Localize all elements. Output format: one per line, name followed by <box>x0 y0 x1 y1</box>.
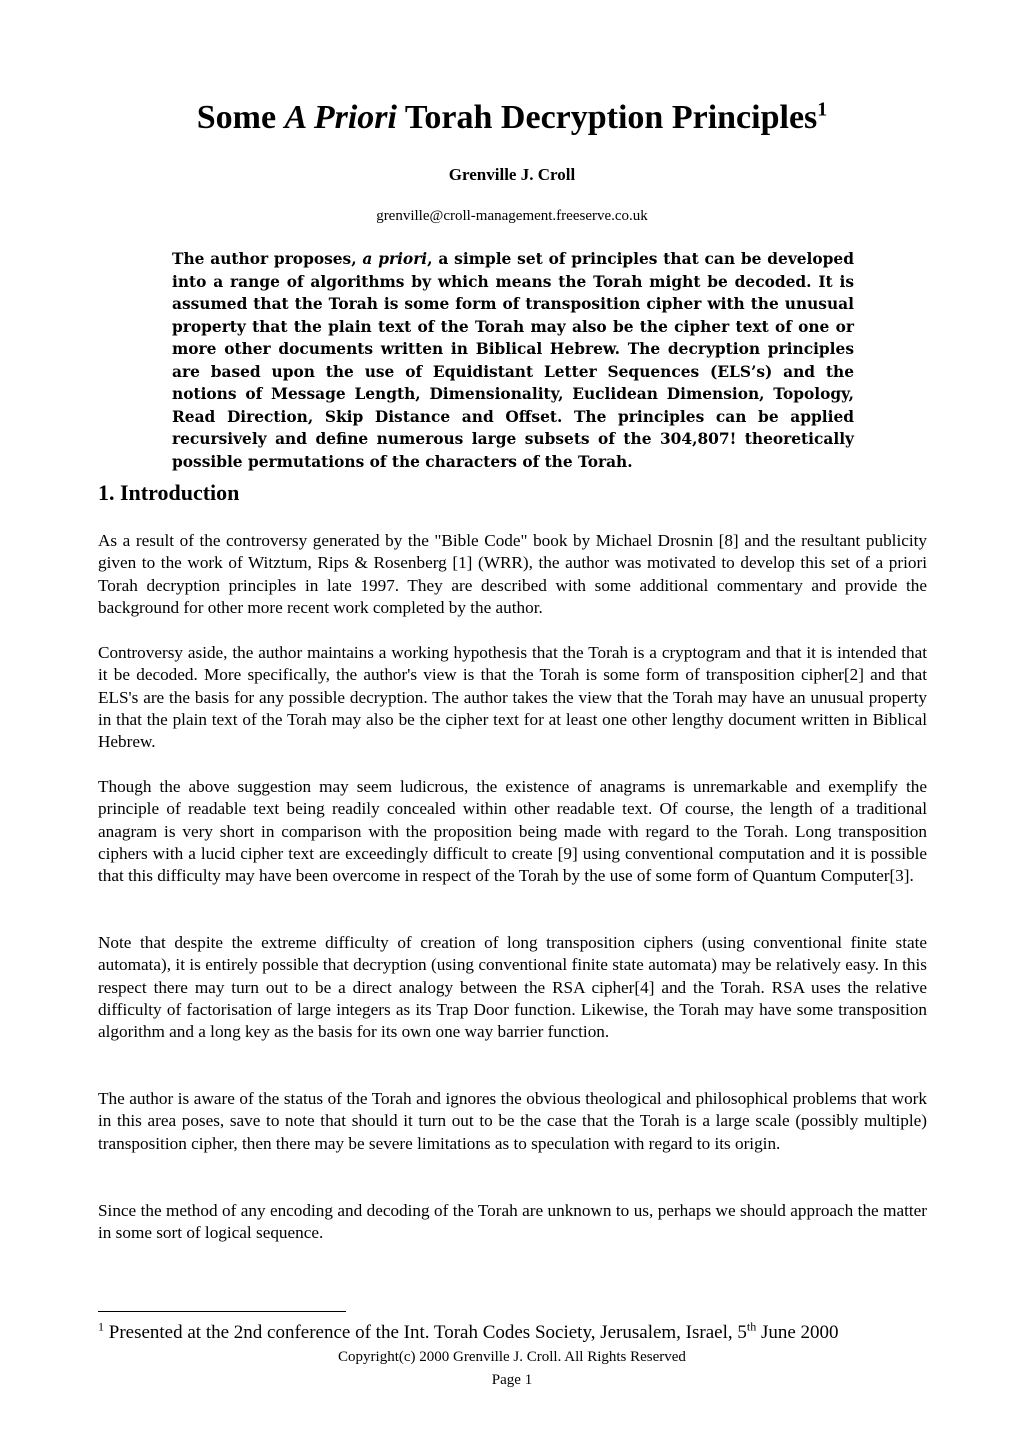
abstract-body: , a simple set of principles that can be developed into a range of algorithms by which means the Torah might be decoded. It is assumed that the Torah is some form of transposition cipher with the unusual property that the plain text of the Torah may also be the cipher text of one or more other documents written in Biblical Hebrew. The decryption principles are based upon the use of Equidistant Letter Sequences (ELS’s) and the notions of Message Length, Dimensionality, Euclidean Dimension, Topology, Read Direction, Skip Distance and Offset. The principles can be applied recursively and define numerous large subsets of the 304,807! theoretically possible permutations of the characters of the Torah. <box>172 250 854 471</box>
paragraph: Controversy aside, the author maintains a working hypothesis that the Torah is a cryptogram and that it is intended that it be decoded. More specifically, the author's view is that the Torah is some form of transposition cipher[2] and that ELS's are the basis for any possible decryption. The author takes the view that the Torah may have an unusual property in that the plain text of the Torah may also be the cipher text for at least one other lengthy document written in Biblical Hebrew. <box>98 643 927 752</box>
author-email: grenville@croll-management.freeserve.co.uk <box>376 208 648 224</box>
paragraph: Since the method of any encoding and decoding of the Torah are unknown to us, perhaps we should approach the matter in some sort of logical sequence. <box>98 1201 927 1243</box>
title-footnote-mark: 1 <box>817 98 828 121</box>
paragraph: The author is aware of the status of the Torah and ignores the obvious theological and philosophical problems that work in this area poses, save to note that should it turn out to be the case that the Torah is a large scale (possibly multiple) transposition cipher, then there may be severe limitations as to speculation with regard to its origin. <box>98 1089 927 1153</box>
abstract-italic: a priori <box>362 250 428 268</box>
footnote-text-end: June 2000 <box>756 1322 839 1343</box>
section-heading-introduction: 1. Introduction <box>98 480 240 505</box>
paper-title <box>0 96 1024 140</box>
title-suffix: Torah Decryption Principles <box>396 99 818 136</box>
abstract-lead: The author proposes, <box>172 250 363 268</box>
paragraph: Though the above suggestion may seem ludicrous, the existence of anagrams is unremarkable and exemplify the principle of readable text being readily concealed within other readable text. Of course, the length of a traditional anagram is very short in comparison with the proposition being made with regard to the Torah. Long transposition ciphers with a lucid cipher text are exceedingly difficult to create [9] using conventional computation and it is possible that this difficulty may have been overcome in respect of the Torah by the use of some form of Quantum Computer[3]. <box>98 777 927 886</box>
footnote-ordinal: th <box>746 1319 757 1334</box>
copyright-notice: Copyright(c) 2000 Grenville J. Croll. All Rights Reserved <box>338 1349 686 1365</box>
paragraph: Note that despite the extreme difficulty of creation of long transposition ciphers (using conventional finite state automata), it is entirely possible that decryption (using conventional finite state automata) may be relatively easy. In this respect there may turn out to be a direct analogy between the RSA cipher[4] and the Torah. RSA uses the relative difficulty of factorisation of large integers as its Trap Door function. Likewise, the Torah may have some transposition algorithm and a long key as the basis for its own one way barrier function. <box>98 933 927 1042</box>
abstract <box>172 248 854 473</box>
footnote-mark: 1 <box>98 1319 104 1334</box>
title-prefix: Some <box>196 99 285 136</box>
paragraph: As a result of the controversy generated by the "Bible Code" book by Michael Drosnin [8] and the resultant publicity given to the work of Witztum, Rips & Rosenberg [1] (WRR), the author was motivated to develop this set of a priori Torah decryption principles in late 1997. They are described with some additional commentary and provide the background for other more recent work completed by the author. <box>98 531 927 617</box>
page-number: Page 1 <box>491 1372 533 1388</box>
footnote-divider <box>98 1311 346 1312</box>
title-italic: A Priori <box>284 99 397 136</box>
footnote-text: Presented at the 2nd conference of the Int. Torah Codes Society, Jerusalem, Israel, 5 <box>104 1322 747 1343</box>
footnote <box>98 1321 839 1345</box>
author-name: Grenville J. Croll <box>448 165 576 184</box>
